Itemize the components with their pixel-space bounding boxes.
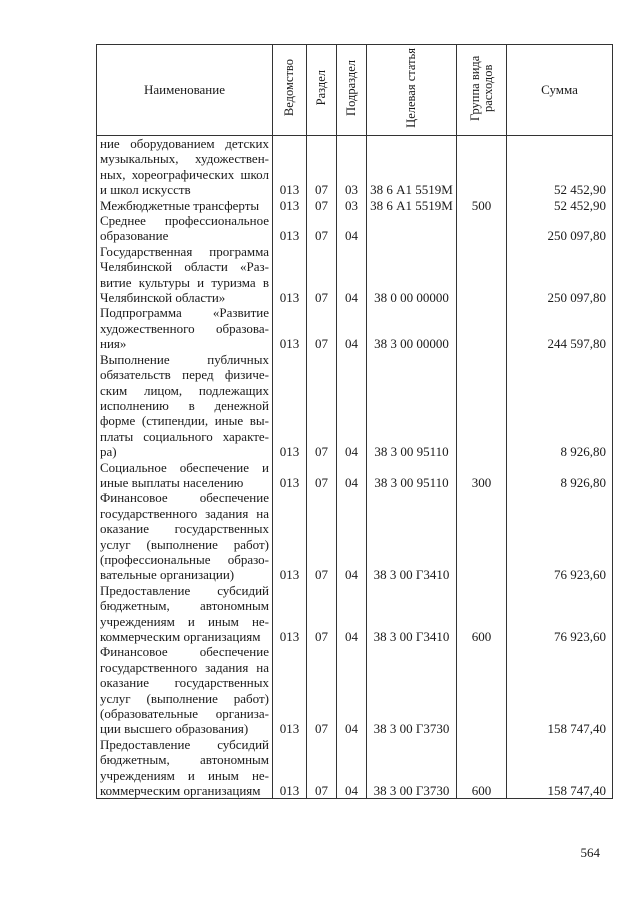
row-section-cell: 07 <box>307 352 337 460</box>
row-ministry-cell: 013 <box>273 352 307 460</box>
row-ministry-cell: 013 <box>273 644 307 736</box>
row-group-cell <box>457 305 507 351</box>
row-ministry-cell: 013 <box>273 244 307 306</box>
header-section: Раздел <box>307 45 337 136</box>
row-section-cell: 07 <box>307 644 337 736</box>
table-row <box>97 213 613 244</box>
row-subsection-cell: 04 <box>337 305 367 351</box>
header-subsection: Подраздел <box>337 45 367 136</box>
header-expense-group: Группа вида расходов <box>457 45 507 136</box>
row-amount-cell: 76 923,60 <box>507 583 613 645</box>
row-target-cell: 38 3 00 Г3730 <box>367 737 457 799</box>
row-target-cell: 38 3 00 Г3730 <box>367 644 457 736</box>
row-section-cell: 07 <box>307 244 337 306</box>
table-row <box>97 305 613 351</box>
row-section-cell: 07 <box>307 737 337 799</box>
table-row <box>97 737 613 799</box>
header-target: Целевая статья <box>367 45 457 136</box>
row-section-cell: 07 <box>307 583 337 645</box>
row-ministry-cell: 013 <box>273 213 307 244</box>
header-name: Наименование <box>97 45 273 136</box>
row-group-cell: 600 <box>457 737 507 799</box>
row-subsection-cell: 04 <box>337 737 367 799</box>
row-name-cell: Государственная программа Челябинской области «Раз-витие культуры и туризма в Челябинской области» <box>97 244 273 306</box>
table-row <box>97 244 613 306</box>
row-subsection-cell: 04 <box>337 352 367 460</box>
row-ministry-cell: 013 <box>273 136 307 198</box>
row-name-cell: Предоставление субсидий бюджетным, автономным учреждениям и иным не-коммерческим организациям <box>97 737 273 799</box>
table-row <box>97 490 613 582</box>
row-amount-cell: 8 926,80 <box>507 352 613 460</box>
row-name-cell: Предоставление субсидий бюджетным, автономным учреждениям и иным не-коммерческим организациям <box>97 583 273 645</box>
row-target-cell <box>367 213 457 244</box>
table-header-row <box>97 45 613 136</box>
table-row <box>97 583 613 645</box>
row-name-cell: Финансовое обеспечение государственного задания на оказание государственных услуг (выполнение работ) (профессиональные образо-вательные организации) <box>97 490 273 582</box>
row-subsection-cell: 04 <box>337 583 367 645</box>
header-ministry: Ведомство <box>273 45 307 136</box>
row-name-cell: Среднее профессиональное образование <box>97 213 273 244</box>
row-amount-cell: 52 452,90 <box>507 198 613 213</box>
table-row <box>97 644 613 736</box>
row-target-cell: 38 0 00 00000 <box>367 244 457 306</box>
row-target-cell: 38 6 А1 5519М <box>367 198 457 213</box>
row-name-cell: Финансовое обеспечение государственного задания на оказание государственных услуг (выполнение работ) (образовательные организа-ции высшего образования) <box>97 644 273 736</box>
row-ministry-cell: 013 <box>273 583 307 645</box>
row-amount-cell: 244 597,80 <box>507 305 613 351</box>
row-amount-cell: 158 747,40 <box>507 644 613 736</box>
row-section-cell: 07 <box>307 305 337 351</box>
row-amount-cell: 52 452,90 <box>507 136 613 198</box>
row-group-cell <box>457 244 507 306</box>
row-group-cell <box>457 213 507 244</box>
row-ministry-cell: 013 <box>273 198 307 213</box>
row-amount-cell: 8 926,80 <box>507 460 613 491</box>
row-group-cell <box>457 352 507 460</box>
row-name-cell: Социальное обеспечение и иные выплаты населению <box>97 460 273 491</box>
row-subsection-cell: 04 <box>337 490 367 582</box>
row-target-cell: 38 3 00 Г3410 <box>367 583 457 645</box>
row-group-cell: 600 <box>457 583 507 645</box>
row-group-cell: 500 <box>457 198 507 213</box>
row-amount-cell: 250 097,80 <box>507 244 613 306</box>
row-name-cell: Выполнение публичных обязательств перед физиче-ским лицом, подлежащих исполнению в денежной форме (стипендии, иные вы-платы социального характе-ра) <box>97 352 273 460</box>
table-row <box>97 460 613 491</box>
row-section-cell: 07 <box>307 213 337 244</box>
row-target-cell: 38 3 00 Г3410 <box>367 490 457 582</box>
table-row <box>97 136 613 198</box>
row-amount-cell: 158 747,40 <box>507 737 613 799</box>
row-ministry-cell: 013 <box>273 737 307 799</box>
row-section-cell: 07 <box>307 198 337 213</box>
row-target-cell: 38 3 00 00000 <box>367 305 457 351</box>
row-section-cell: 07 <box>307 460 337 491</box>
row-name-cell: Подпрограмма «Развитие художественного образова-ния» <box>97 305 273 351</box>
row-name-cell: Межбюджетные трансферты <box>97 198 273 213</box>
row-section-cell: 07 <box>307 136 337 198</box>
row-subsection-cell: 04 <box>337 244 367 306</box>
row-group-cell <box>457 490 507 582</box>
table-row <box>97 198 613 213</box>
table-row <box>97 352 613 460</box>
header-amount: Сумма <box>507 45 613 136</box>
row-subsection-cell: 03 <box>337 136 367 198</box>
row-target-cell: 38 3 00 95110 <box>367 352 457 460</box>
row-target-cell: 38 6 А1 5519М <box>367 136 457 198</box>
row-group-cell <box>457 644 507 736</box>
row-ministry-cell: 013 <box>273 305 307 351</box>
row-group-cell: 300 <box>457 460 507 491</box>
row-amount-cell: 76 923,60 <box>507 490 613 582</box>
budget-table <box>96 44 613 799</box>
row-amount-cell: 250 097,80 <box>507 213 613 244</box>
row-subsection-cell: 04 <box>337 213 367 244</box>
page-number: 564 <box>580 845 600 860</box>
row-subsection-cell: 04 <box>337 460 367 491</box>
row-subsection-cell: 03 <box>337 198 367 213</box>
row-section-cell: 07 <box>307 490 337 582</box>
row-ministry-cell: 013 <box>273 490 307 582</box>
table-body <box>97 136 613 799</box>
row-group-cell <box>457 136 507 198</box>
row-target-cell: 38 3 00 95110 <box>367 460 457 491</box>
row-name-cell: ние оборудованием детских музыкальных, художествен-ных, хореографических школ и школ искусств <box>97 136 273 198</box>
row-ministry-cell: 013 <box>273 460 307 491</box>
row-subsection-cell: 04 <box>337 644 367 736</box>
